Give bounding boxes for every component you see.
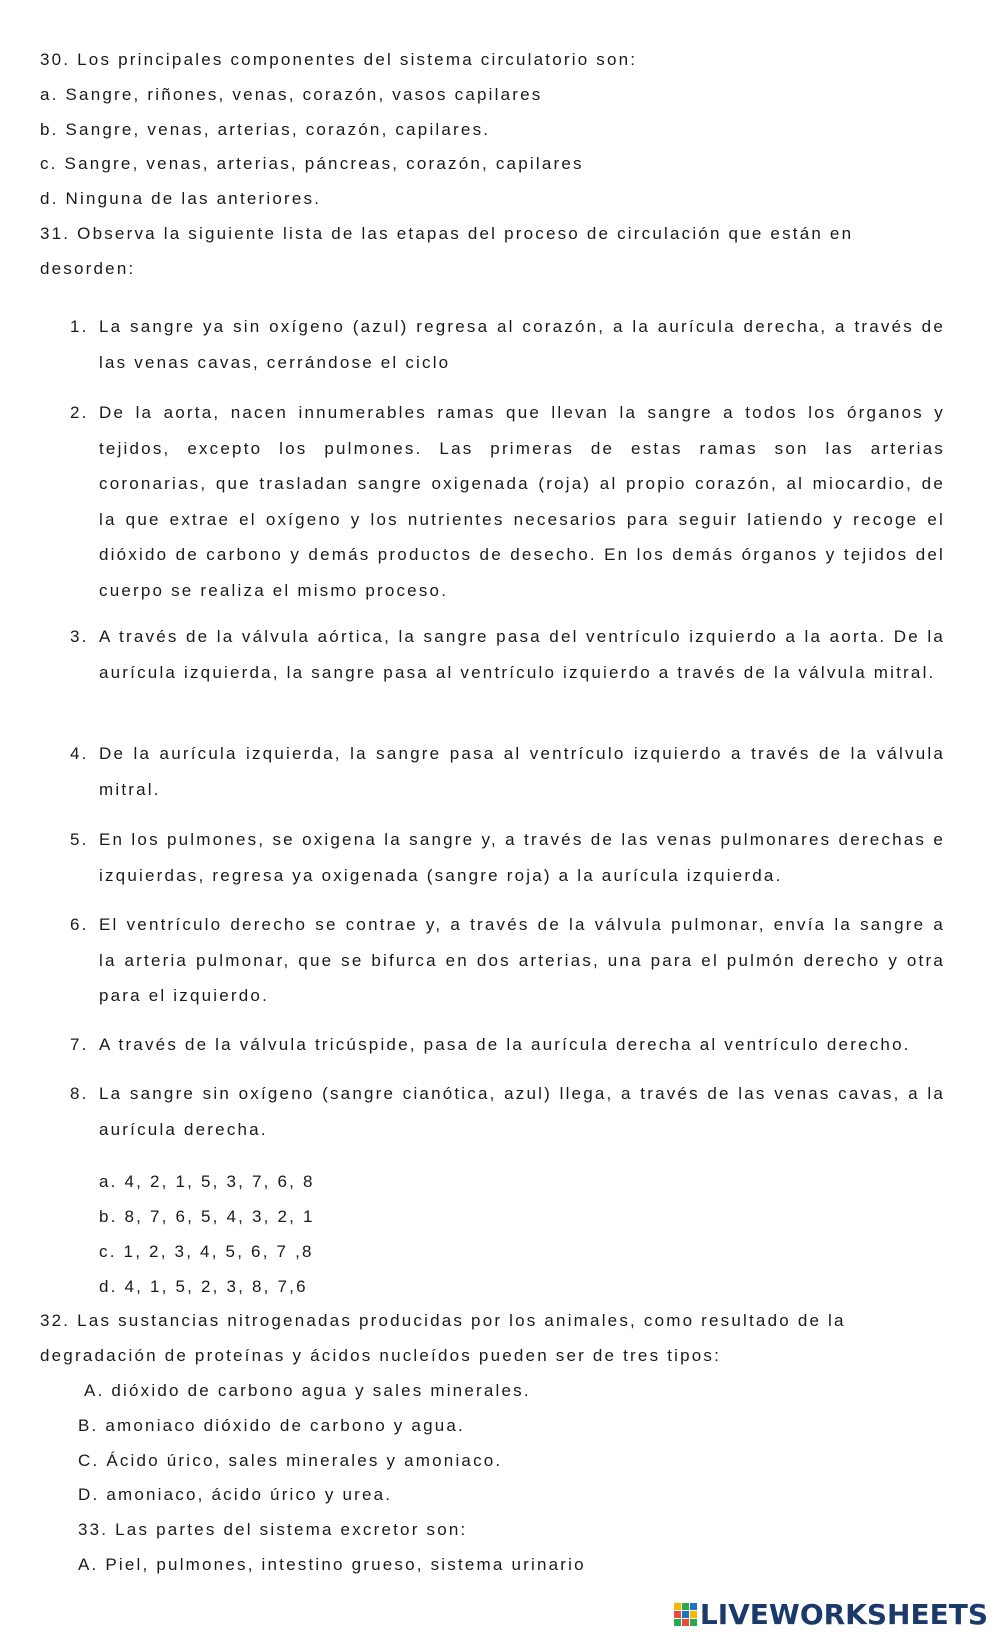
- step-number: 4.: [70, 744, 89, 763]
- q33-option-a: A. Piel, pulmones, intestino grueso, sistema urinario: [78, 1555, 586, 1574]
- step-text: De la aorta, nacen innumerables ramas que llevan la sangre a todos los órganos y tejidos, excepto los pulmones. Las primeras de estas ramas son las arterias coronarias, que trasladan sangre oxigenada (roja) al propio corazón, al miocardio, de la que extrae el oxígeno y los nutrientes necesarios para seguir latiendo y recoge el dióxido de carbono y demás productos de desecho. En los demás órganos y tejidos del cuerpo se realiza el mismo proceso.: [99, 403, 945, 600]
- q30-option-d: d. Ninguna de las anteriores.: [40, 189, 322, 208]
- step-number: 7.: [70, 1035, 89, 1054]
- step-number: 2.: [70, 403, 89, 422]
- step-text: La sangre ya sin oxígeno (azul) regresa al corazón, a la aurícula derecha, a través de las venas cavas, cerrándose el ciclo: [99, 317, 945, 372]
- step-number: 5.: [70, 830, 89, 849]
- liveworksheets-logo: [674, 1598, 988, 1631]
- question-32-line2: degradación de proteínas y ácidos nucleídos pueden ser de tres tipos:: [40, 1346, 722, 1365]
- step-text: La sangre sin oxígeno (sangre cianótica, azul) llega, a través de las venas cavas, a la aurícula derecha.: [99, 1084, 945, 1139]
- q30-option-c: c. Sangre, venas, arterias, páncreas, corazón, capilares: [40, 154, 584, 173]
- q32-option-c: C. Ácido úrico, sales minerales y amoniaco.: [78, 1451, 503, 1470]
- logo-text: LIVEWORKSHEETS: [699, 1598, 988, 1631]
- question-31-line1: 31. Observa la siguiente lista de las etapas del proceso de circulación que están en: [40, 224, 854, 243]
- q30-option-b: b. Sangre, venas, arterias, corazón, capilares.: [40, 120, 491, 139]
- q30-option-a: a. Sangre, riñones, venas, corazón, vasos capilares: [40, 85, 543, 104]
- q31-option-d: d. 4, 1, 5, 2, 3, 8, 7,6: [99, 1277, 308, 1296]
- step-number: 3.: [70, 627, 89, 646]
- q31-option-c: c. 1, 2, 3, 4, 5, 6, 7 ,8: [99, 1242, 314, 1261]
- q31-option-a: a. 4, 2, 1, 5, 3, 7, 6, 8: [99, 1172, 315, 1191]
- step-text: De la aurícula izquierda, la sangre pasa al ventrículo izquierdo a través de la válvula mitral.: [99, 744, 945, 799]
- step-number: 1.: [70, 317, 89, 336]
- q32-option-d: D. amoniaco, ácido úrico y urea.: [78, 1485, 393, 1504]
- question-31-line2: desorden:: [40, 259, 136, 278]
- question-30: 30. Los principales componentes del sistema circulatorio son:: [40, 50, 638, 69]
- step-number: 6.: [70, 915, 89, 934]
- question-33: 33. Las partes del sistema excretor son:: [78, 1520, 468, 1539]
- q31-option-b: b. 8, 7, 6, 5, 4, 3, 2, 1: [99, 1207, 315, 1226]
- step-text: A través de la válvula tricúspide, pasa de la aurícula derecha al ventrículo derecho.: [99, 1035, 911, 1054]
- step-number: 8.: [70, 1084, 89, 1103]
- question-32-line1: 32. Las sustancias nitrogenadas producidas por los animales, como resultado de la: [40, 1311, 846, 1330]
- step-text: En los pulmones, se oxigena la sangre y, a través de las venas pulmonares derechas e izquierdas, regresa ya oxigenada (sangre roja) a la aurícula izquierda.: [99, 830, 945, 885]
- step-text: El ventrículo derecho se contrae y, a través de la válvula pulmonar, envía la sangre a la arteria pulmonar, que se bifurca en dos arterias, una para el pulmón derecho y otra para el izquierdo.: [99, 915, 945, 1005]
- step-text: A través de la válvula aórtica, la sangre pasa del ventrículo izquierdo a la aorta. De la aurícula izquierda, la sangre pasa al ventrículo izquierdo a través de la válvula mitral.: [99, 627, 945, 682]
- q32-option-b: B. amoniaco dióxido de carbono y agua.: [78, 1416, 465, 1435]
- q32-option-a: A. dióxido de carbono agua y sales minerales.: [84, 1381, 531, 1400]
- logo-grid-icon: [674, 1603, 697, 1626]
